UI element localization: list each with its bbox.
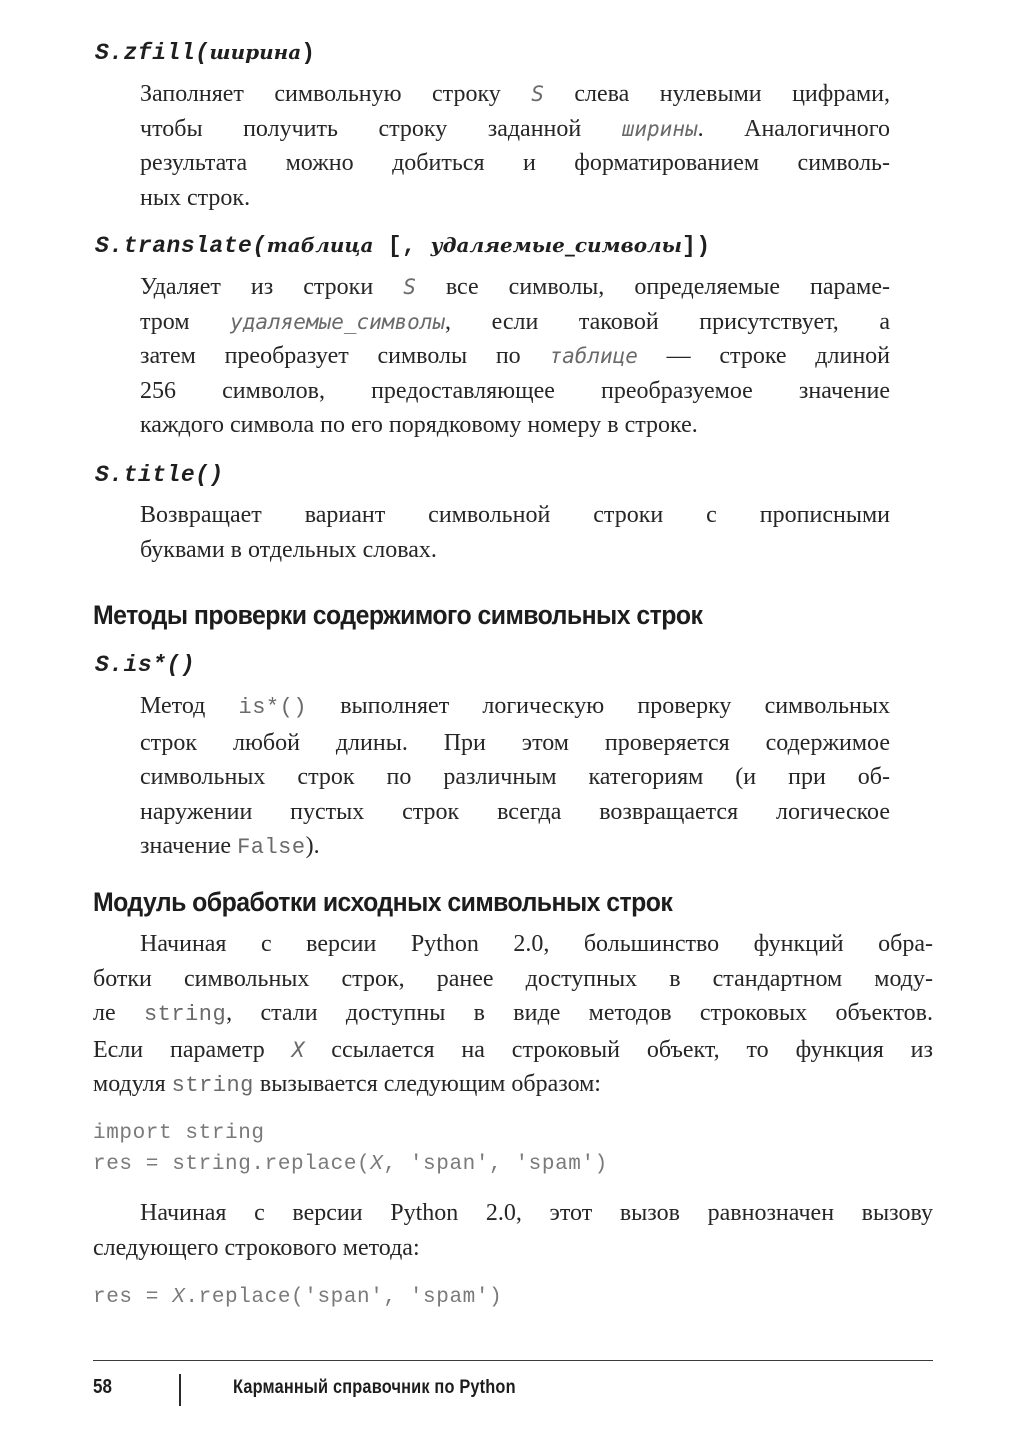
footer-separator [179,1374,181,1406]
text-line: тром удаляемые_символы, если таковой присутствует, а [140,308,890,335]
title-description [140,498,890,567]
text-line: Заполняет символьную строку S слева нулевыми цифрами, [140,81,890,107]
text-line: 256 символов, предоставляющее преобразуемое значение [140,377,890,404]
code-line: res = string.replace(X, 'span', 'spam') [93,1153,608,1176]
string-module-paragraph [93,927,933,1104]
text-line: Удаляет из строки S все символы, определяемые параме- [140,274,890,300]
code-line: import string [93,1122,265,1145]
text-line: значение False). [140,833,320,860]
text-line: результата можно добиться и форматированием символь- [140,150,890,176]
text-line: Начиная с версии Python 2.0, большинство функций обра- [140,931,933,957]
code-example-string-module [93,1118,608,1180]
text-line: строк любой длины. При этом проверяется содержимое [140,729,890,756]
is-description [140,689,890,866]
is-signature: S.is*() [95,652,196,678]
code-line: res = X.replace('span', 'spam') [93,1286,503,1309]
code-example-string-method [93,1282,502,1313]
text-line: следующего строкового метода: [93,1234,420,1261]
text-line: затем преобразует символы по таблице — строке длиной [140,343,891,369]
zfill-description [140,77,890,215]
string-method-paragraph [93,1196,933,1265]
footer-rule [93,1360,933,1361]
text-line: буквами в отдельных словах. [140,536,437,563]
text-line: каждого символа по его порядковому номеру в строке. [140,412,698,438]
section-heading-string-module: Модуль обработки исходных символьных строк [93,887,673,917]
running-book-title: Карманный справочник по Python [233,1377,516,1398]
text-line: Если параметр X ссылается на строковый объект, то функция из [93,1036,933,1063]
text-line: Начиная с версии Python 2.0, этот вызов равнозначен вызову [140,1200,933,1226]
text-line: ных строк. [140,184,251,211]
translate-description [140,270,890,443]
text-line: Метод is*() выполняет логическую проверку символьных [140,693,890,720]
translate-signature: S.translate(таблица [, удаляемые_символы]) [95,233,711,259]
text-line: чтобы получить строку заданной ширины. Аналогичного [140,115,890,142]
zfill-signature: S.zfill(ширина) [95,40,316,66]
text-line: ботки символьных строк, ранее доступных в стандартном моду- [93,965,933,992]
text-line: Возвращает вариант символьной строки с прописными [140,502,890,528]
text-line: ле string, стали доступны в виде методов строковых объектов. [93,1000,933,1027]
title-signature: S.title() [95,462,224,488]
text-line: символьных строк по различным категориям (и при об- [140,764,890,790]
page-number: 58 [93,1376,112,1398]
text-line: наружении пустых строк всегда возвращается логическое [140,798,890,825]
text-line: модуля string вызывается следующим образом: [93,1071,601,1098]
section-heading-string-checks: Методы проверки содержимого символьных строк [93,600,703,630]
